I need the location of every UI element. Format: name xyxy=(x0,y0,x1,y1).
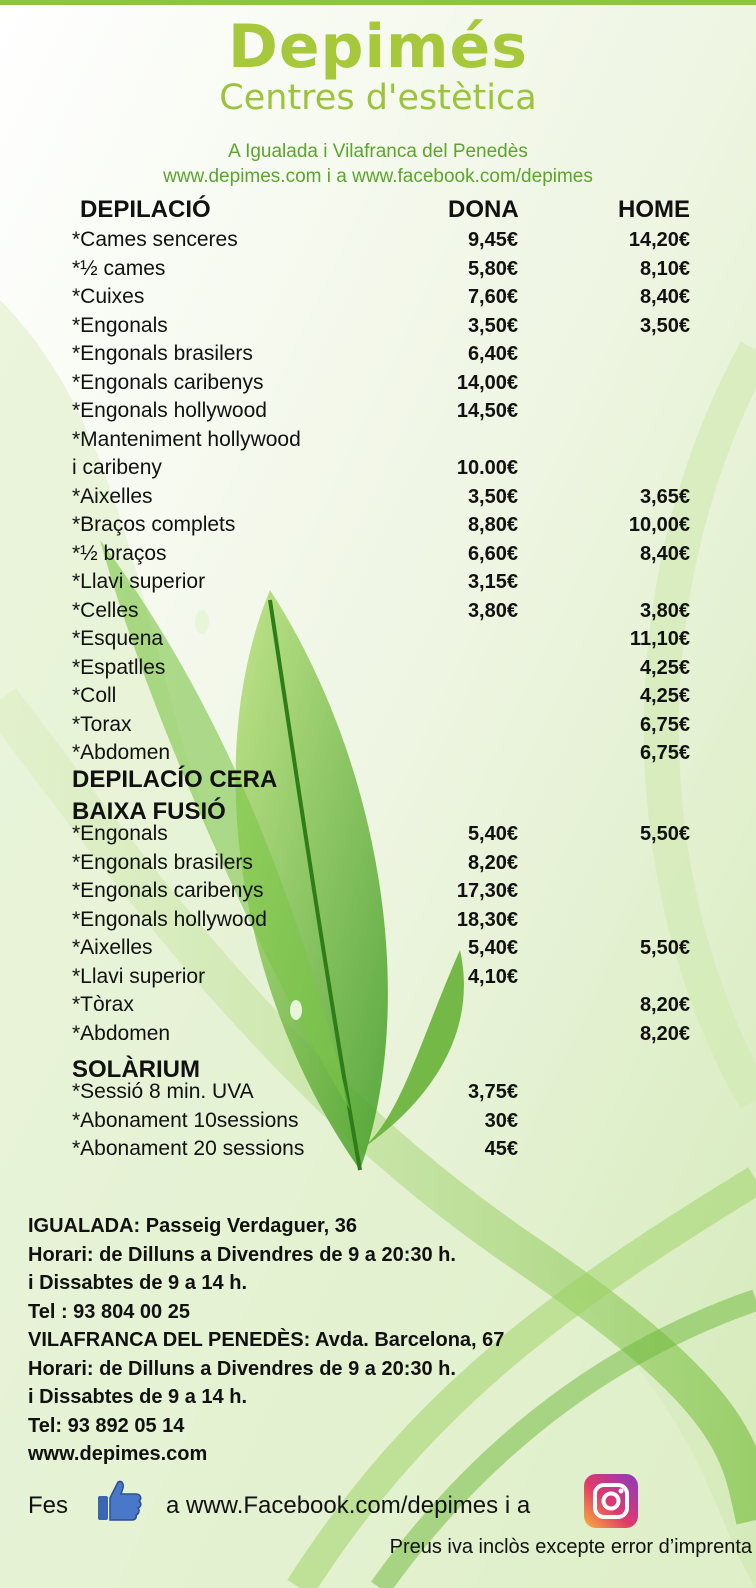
top-accent-bar xyxy=(0,0,756,5)
price-item-name: *Engonals brasilers xyxy=(72,342,253,365)
price-dona: 3,50€ xyxy=(467,314,518,337)
instagram-icon[interactable] xyxy=(584,1474,638,1533)
price-dona: 5,40€ xyxy=(467,937,518,959)
price-item-name: *Coll xyxy=(72,684,117,707)
price-dona: 5,80€ xyxy=(467,257,518,280)
column-header-home: HOME xyxy=(618,196,690,223)
price-item-name: *Torax xyxy=(72,712,132,736)
price-item-name: *Llavi superior xyxy=(72,964,206,988)
price-dona: 10.00€ xyxy=(456,457,518,479)
price-dona: 9,45€ xyxy=(467,229,518,251)
price-item-name: *Aixelles xyxy=(72,484,153,508)
price-dona: 30€ xyxy=(484,1109,518,1132)
price-item-name: *Engonals xyxy=(72,822,168,845)
price-item-name: i caribeny xyxy=(72,456,162,479)
price-dona: 8,80€ xyxy=(467,514,518,536)
price-item-name: *Manteniment hollywood xyxy=(72,427,301,451)
price-item-name: *Abdomen xyxy=(72,1021,171,1045)
price-home: 3,50€ xyxy=(639,314,690,337)
price-dona: 3,15€ xyxy=(467,571,518,593)
price-dona: 14,00€ xyxy=(456,371,518,394)
price-item-name: *Engonals xyxy=(72,313,168,337)
contact-info-line: Tel : 93 804 00 25 xyxy=(28,1300,190,1323)
price-home: 3,80€ xyxy=(639,599,690,622)
price-item-name: *Sessió 8 min. UVA xyxy=(72,1080,254,1103)
price-item-name: *Cuixes xyxy=(72,285,145,308)
price-home: 11,10€ xyxy=(629,628,690,650)
price-item-name: *Tòrax xyxy=(72,993,134,1016)
contact-info-line: i Dissabtes de 9 a 14 h. xyxy=(28,1272,247,1294)
price-item-name: *Abdomen xyxy=(72,741,171,764)
price-item-name: *Engonals hollywood xyxy=(72,399,267,422)
contact-info-line: i Dissabtes de 9 a 14 h. xyxy=(28,1386,247,1408)
price-item-name: *Celles xyxy=(72,598,139,622)
price-home: 3,65€ xyxy=(639,485,690,508)
brand-links[interactable]: www.depimes.com i a www.facebook.com/depimes xyxy=(163,166,593,187)
price-home: 6,75€ xyxy=(639,742,690,764)
price-item-name: *½ braços xyxy=(72,541,167,565)
contact-info-line: Horari: de Dilluns a Divendres de 9 a 20:30 h. xyxy=(28,1357,456,1380)
price-dona: 7,60€ xyxy=(467,286,518,308)
price-item-name: *Engonals hollywood xyxy=(72,907,267,931)
price-dona: 45€ xyxy=(484,1138,518,1160)
price-home: 8,40€ xyxy=(639,542,690,565)
brand-tagline: A Igualada i Vilafranca del Penedès xyxy=(228,141,528,162)
price-item-name: *½ cames xyxy=(72,256,166,280)
price-item-name: *Aixelles xyxy=(72,936,153,959)
price-home: 10,00€ xyxy=(628,514,690,536)
price-item-name: *Esquena xyxy=(72,627,164,650)
price-dona: 3,75€ xyxy=(467,1081,518,1103)
price-item-name: *Engonals caribenys xyxy=(72,370,264,394)
section-title: SOLÀRIUM xyxy=(72,1056,200,1083)
footer-fes: Fes xyxy=(28,1492,69,1519)
price-home: 14,20€ xyxy=(628,229,690,251)
price-dona: 3,50€ xyxy=(467,485,518,508)
price-home: 5,50€ xyxy=(639,823,690,845)
brand-logo: Depimés xyxy=(228,12,528,82)
price-home: 8,20€ xyxy=(639,994,690,1016)
section-title: BAIXA FUSIÓ xyxy=(72,798,226,825)
price-item-name: *Cames senceres xyxy=(72,228,238,251)
footer-facebook-text[interactable]: a www.Facebook.com/depimes i a xyxy=(166,1492,531,1519)
price-home: 4,25€ xyxy=(639,656,690,679)
price-home: 4,25€ xyxy=(639,685,690,707)
contact-info-line: IGUALADA: Passeig Verdaguer, 36 xyxy=(28,1215,358,1237)
contact-info-line: VILAFRANCA DEL PENEDÈS: Avda. Barcelona, 67 xyxy=(28,1329,505,1351)
price-dona: 5,40€ xyxy=(467,823,518,845)
footer-price-note: Preus iva inclòs excepte error d’imprenta xyxy=(389,1536,752,1558)
price-item-name: *Engonals brasilers xyxy=(72,850,253,874)
price-home: 6,75€ xyxy=(639,713,690,736)
section-title: DEPILACÍO CERA xyxy=(72,766,278,793)
price-item-name: *Abonament 10sessions xyxy=(72,1108,299,1132)
price-dona: 18,30€ xyxy=(456,908,518,931)
price-dona: 17,30€ xyxy=(456,880,518,902)
price-item-name: *Llavi superior xyxy=(72,570,206,593)
brand-subtitle: Centres d'estètica xyxy=(219,78,537,118)
contact-info-line: Horari: de Dilluns a Divendres de 9 a 20:30 h. xyxy=(28,1243,456,1266)
price-item-name: *Espatlles xyxy=(72,655,166,679)
price-home: 8,40€ xyxy=(639,286,690,308)
price-item-name: *Engonals caribenys xyxy=(72,879,264,902)
contact-info-line: Tel: 93 892 05 14 xyxy=(28,1414,185,1437)
price-home: 5,50€ xyxy=(639,937,690,959)
price-home: 8,10€ xyxy=(639,257,690,280)
section-title-depilacio: DEPILACIÓ xyxy=(80,196,211,223)
price-dona: 3,80€ xyxy=(467,599,518,622)
price-dona: 4,10€ xyxy=(467,965,518,988)
price-item-name: *Braços complets xyxy=(72,513,236,536)
column-header-dona: DONA xyxy=(448,196,519,223)
price-dona: 14,50€ xyxy=(456,400,518,422)
price-dona: 8,20€ xyxy=(467,851,518,874)
thumbs-up-icon[interactable] xyxy=(96,1478,144,1529)
brand-header xyxy=(0,12,756,118)
price-dona: 6,60€ xyxy=(467,542,518,565)
price-dona: 6,40€ xyxy=(467,343,518,365)
price-item-name: *Abonament 20 sessions xyxy=(72,1137,305,1160)
price-home: 8,20€ xyxy=(639,1022,690,1045)
contact-info-line[interactable]: www.depimes.com xyxy=(28,1443,208,1465)
